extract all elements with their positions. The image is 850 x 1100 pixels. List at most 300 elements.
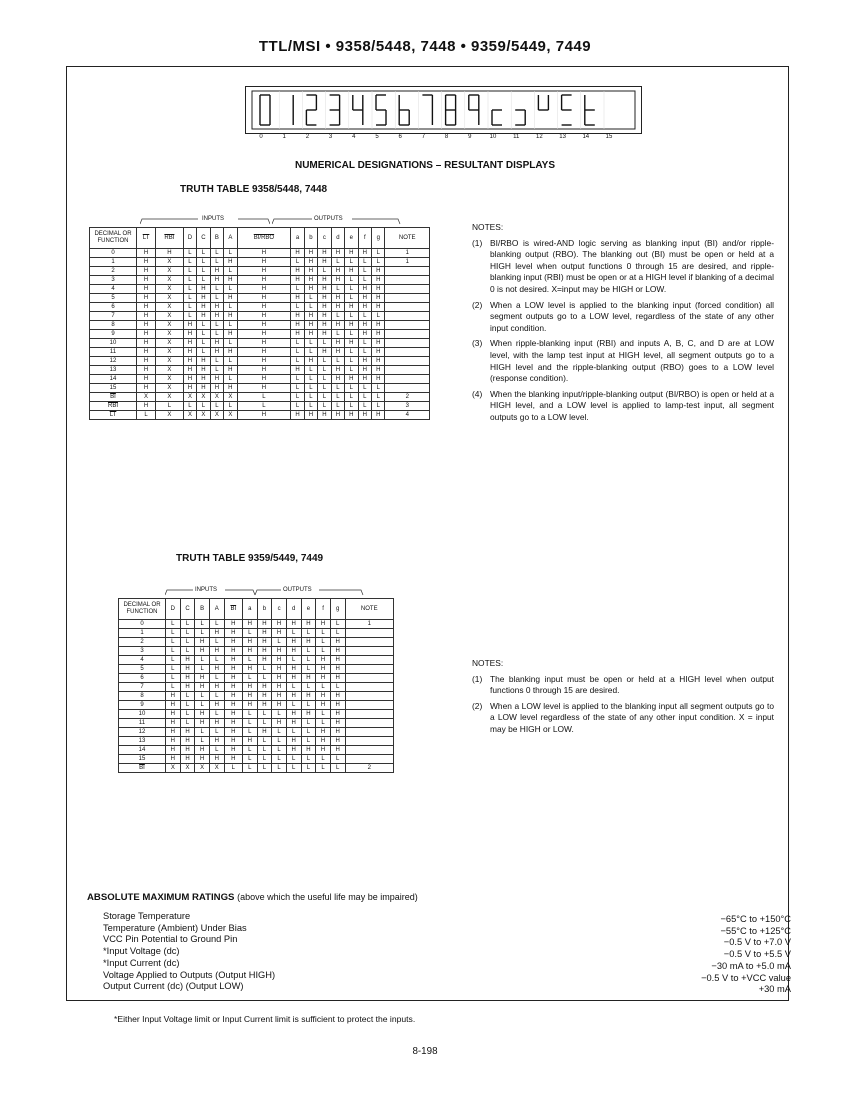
table-cell: L xyxy=(257,674,272,683)
table-cell: H xyxy=(137,321,156,330)
table-cell: L xyxy=(330,683,345,692)
column-header: DECIMAL OR FUNCTION xyxy=(90,228,137,249)
column-header: b xyxy=(257,599,272,620)
table-cell: H xyxy=(224,276,237,285)
digit-label: 2 xyxy=(305,134,310,140)
table-cell: H xyxy=(345,375,358,384)
table-cell: L xyxy=(242,755,257,764)
column-header: d xyxy=(286,599,301,620)
table-cell: H xyxy=(209,755,224,764)
ratings-heading xyxy=(87,892,418,903)
note-text: When a LOW level is applied to the blanking input (forced condition) all segment outputs go to a LOW level, regardless of the state of any other input condition. xyxy=(490,299,774,333)
table-cell: 0 xyxy=(90,249,137,258)
table-cell: L xyxy=(345,384,358,393)
table-cell: L xyxy=(304,294,317,303)
digit-glyph-11 xyxy=(515,110,525,125)
table-cell: $\overline{BI}$ xyxy=(119,764,166,773)
table-cell: L xyxy=(304,348,317,357)
table-cell: 10 xyxy=(119,710,166,719)
table-cell: H xyxy=(286,665,301,674)
table-cell: L xyxy=(180,629,195,638)
table-cell: L xyxy=(166,638,181,647)
table-cell: H xyxy=(286,710,301,719)
table-cell xyxy=(345,692,393,701)
table-cell: H xyxy=(345,267,358,276)
digit-glyph-2 xyxy=(306,95,316,125)
table-cell: L xyxy=(330,629,345,638)
table-cell: H xyxy=(137,348,156,357)
table-cell: H xyxy=(237,330,291,339)
table-cell: H xyxy=(137,384,156,393)
table-cell: H xyxy=(331,276,344,285)
table-cell: H xyxy=(237,357,291,366)
table-cell: H xyxy=(318,285,331,294)
table-cell: L xyxy=(257,764,272,773)
table-cell: H xyxy=(137,366,156,375)
table-cell: L xyxy=(345,330,358,339)
table-cell: L xyxy=(195,665,210,674)
table-cell: H xyxy=(224,384,237,393)
table-cell: H xyxy=(286,638,301,647)
table-cell: L xyxy=(224,321,237,330)
table-cell: L xyxy=(210,402,223,411)
table-row xyxy=(119,683,394,692)
digit-glyph-3 xyxy=(330,95,340,125)
table-cell: H xyxy=(209,665,224,674)
table-cell xyxy=(385,276,430,285)
table-cell: L xyxy=(224,764,242,773)
column-header: D xyxy=(183,228,196,249)
table-cell: L xyxy=(197,258,210,267)
table-row xyxy=(90,384,430,393)
column-header: D xyxy=(166,599,181,620)
table-cell: H xyxy=(242,620,257,629)
table-cell: H xyxy=(257,638,272,647)
header-row xyxy=(119,599,394,620)
table-cell: L xyxy=(180,638,195,647)
column-header: DECIMAL OR FUNCTION xyxy=(119,599,166,620)
table-cell: H xyxy=(316,620,331,629)
table-cell: H xyxy=(210,384,223,393)
table-cell: H xyxy=(358,357,371,366)
table-cell: L xyxy=(195,620,210,629)
table-cell xyxy=(385,267,430,276)
table-cell: L xyxy=(316,764,331,773)
table-cell: 1 xyxy=(385,249,430,258)
table-cell: H xyxy=(224,719,242,728)
table-cell: 11 xyxy=(90,348,137,357)
table-cell: H xyxy=(286,647,301,656)
table-cell: H xyxy=(318,276,331,285)
table-cell: X xyxy=(197,393,210,402)
table-cell: L xyxy=(237,402,291,411)
table-cell: H xyxy=(137,249,156,258)
table-cell: H xyxy=(272,629,287,638)
table-cell: 10 xyxy=(90,339,137,348)
note-item xyxy=(472,701,774,736)
table-cell: H xyxy=(331,348,344,357)
table-cell: L xyxy=(291,339,304,348)
table-cell: H xyxy=(210,312,223,321)
column-header: f xyxy=(358,228,371,249)
rating-label: Voltage Applied to Outputs (Output HIGH) xyxy=(103,969,276,980)
table-cell: H xyxy=(372,321,385,330)
table-cell: L xyxy=(304,393,317,402)
table-cell: L xyxy=(195,629,210,638)
table-cell: H xyxy=(224,638,242,647)
table-cell: L xyxy=(316,710,331,719)
table-cell: H xyxy=(304,285,317,294)
table-cell: X xyxy=(156,330,184,339)
table-cell: H xyxy=(242,683,257,692)
table-cell: L xyxy=(210,258,223,267)
table-cell: X xyxy=(156,321,184,330)
table-row xyxy=(90,321,430,330)
table-cell: H xyxy=(304,330,317,339)
table-cell: L xyxy=(358,339,371,348)
table-cell: H xyxy=(372,294,385,303)
table-cell: L xyxy=(209,656,224,665)
table-cell: L xyxy=(209,638,224,647)
table-cell: L xyxy=(209,746,224,755)
column-header: g xyxy=(372,228,385,249)
digit-label: 12 xyxy=(536,134,543,140)
table-cell: H xyxy=(166,737,181,746)
table-cell: L xyxy=(166,620,181,629)
note-item xyxy=(472,238,774,296)
rating-value: +30 mA xyxy=(758,984,791,995)
table-cell: H xyxy=(345,339,358,348)
table-cell: H xyxy=(286,692,301,701)
notes-1 xyxy=(472,222,774,428)
table-cell: H xyxy=(257,629,272,638)
table-cell: L xyxy=(166,656,181,665)
table-cell: H xyxy=(156,249,184,258)
rating-label: *Input Voltage (dc) xyxy=(103,946,180,957)
table-cell: H xyxy=(166,692,181,701)
table-cell: X xyxy=(183,411,196,420)
table-cell: H xyxy=(345,321,358,330)
table-cell: H xyxy=(330,692,345,701)
table-cell: H xyxy=(183,321,196,330)
table-cell: H xyxy=(224,348,237,357)
table-cell: L xyxy=(257,710,272,719)
table-cell: L xyxy=(197,276,210,285)
table-cell: H xyxy=(197,285,210,294)
note-number: (4) xyxy=(472,388,483,399)
digit-label: 7 xyxy=(421,134,426,140)
page-number: 8-198 xyxy=(412,1046,438,1057)
table-cell: L xyxy=(272,638,287,647)
table-cell: H xyxy=(286,746,301,755)
table-cell: H xyxy=(224,683,242,692)
table-cell: L xyxy=(272,755,287,764)
table-cell: H xyxy=(316,728,331,737)
note-item xyxy=(472,338,774,384)
table-cell: L xyxy=(272,710,287,719)
table-row xyxy=(90,285,430,294)
table-cell: H xyxy=(286,719,301,728)
table-cell: 8 xyxy=(119,692,166,701)
table-cell: L xyxy=(304,303,317,312)
table-cell: L xyxy=(210,285,223,294)
table-cell: H xyxy=(137,339,156,348)
table-cell: H xyxy=(242,701,257,710)
table-cell: H xyxy=(237,303,291,312)
table-cell: X xyxy=(166,764,181,773)
column-header: b xyxy=(304,228,317,249)
table-cell: H xyxy=(330,728,345,737)
table-cell: H xyxy=(291,411,304,420)
table-cell: H xyxy=(257,701,272,710)
table-row xyxy=(90,303,430,312)
table-cell: H xyxy=(358,321,371,330)
table-cell: L xyxy=(358,384,371,393)
column-header: $\overline{LT}$ xyxy=(137,228,156,249)
note-number: (1) xyxy=(472,673,483,684)
table-cell: H xyxy=(224,755,242,764)
rating-label: Output Current (dc) (Output LOW) xyxy=(103,981,244,992)
table-cell: L xyxy=(318,384,331,393)
table-cell: L xyxy=(291,375,304,384)
table-cell: H xyxy=(180,746,195,755)
table-cell: L xyxy=(242,719,257,728)
note-item xyxy=(472,674,774,697)
table-cell: H xyxy=(209,719,224,728)
table-cell: L xyxy=(372,249,385,258)
table-cell: L xyxy=(345,276,358,285)
table-cell: H xyxy=(224,665,242,674)
table-cell: L xyxy=(272,746,287,755)
table-cell: L xyxy=(291,357,304,366)
table-cell: L xyxy=(358,348,371,357)
table-cell xyxy=(345,674,393,683)
table-cell: $\overline{LT}$ xyxy=(90,411,137,420)
notes-1-heading: NOTES: xyxy=(472,222,504,232)
digit-glyph-6 xyxy=(399,95,409,125)
table-cell: H xyxy=(272,719,287,728)
table-cell: 5 xyxy=(90,294,137,303)
table-cell: H xyxy=(358,330,371,339)
ratings-labels xyxy=(103,911,433,993)
table-cell: H xyxy=(291,249,304,258)
table-cell: 15 xyxy=(119,755,166,764)
table-cell: H xyxy=(197,294,210,303)
table-cell: L xyxy=(224,303,237,312)
table-cell: L xyxy=(197,267,210,276)
table-cell: H xyxy=(330,701,345,710)
table-cell: L xyxy=(304,375,317,384)
table-cell: H xyxy=(318,330,331,339)
ratings-title: ABSOLUTE MAXIMUM RATINGS xyxy=(87,892,235,903)
table-cell xyxy=(345,728,393,737)
digit-label: 1 xyxy=(282,134,286,140)
table-cell: X xyxy=(210,411,223,420)
note-text: BI/RBO is wired-AND logic serving as blanking input (BI) and/or ripple-blanking output (RBO). The blanking out (BI) must be open or held at a HIGH level when output functions 0 through 15 are desired, and ripple-blanking input (RBI) must be open or at a HIGH level if blanking of a decimal 0 is not desired. X=input may be HIGH or LOW. xyxy=(490,237,774,294)
table-cell: L xyxy=(372,402,385,411)
table-cell: L xyxy=(345,393,358,402)
table-cell: L xyxy=(180,620,195,629)
table-row xyxy=(119,638,394,647)
table-cell: L xyxy=(180,710,195,719)
table-cell: H xyxy=(304,321,317,330)
table-cell: H xyxy=(180,728,195,737)
table-cell: H xyxy=(272,701,287,710)
table-cell: H xyxy=(291,366,304,375)
table-cell: H xyxy=(237,294,291,303)
truth-table-1 xyxy=(89,227,430,420)
table-cell: H xyxy=(358,285,371,294)
table-row xyxy=(119,728,394,737)
table-cell: H xyxy=(237,276,291,285)
table-cell: L xyxy=(318,267,331,276)
table-cell: $\overline{BI}$ xyxy=(90,393,137,402)
table-cell: L xyxy=(210,330,223,339)
digit-glyph-4 xyxy=(353,95,363,125)
table-cell: L xyxy=(291,348,304,357)
table-cell xyxy=(385,357,430,366)
table-cell: 1 xyxy=(119,629,166,638)
column-header: $\overline{RBI}$ xyxy=(156,228,184,249)
table-row xyxy=(90,258,430,267)
table-cell: H xyxy=(137,402,156,411)
table-cell: H xyxy=(304,357,317,366)
column-header: g xyxy=(330,599,345,620)
table-cell: H xyxy=(331,267,344,276)
table-cell: L xyxy=(358,267,371,276)
table-cell: L xyxy=(197,402,210,411)
table-row xyxy=(90,402,430,411)
table-cell: H xyxy=(286,620,301,629)
table-row xyxy=(90,393,430,402)
table-cell: 6 xyxy=(119,674,166,683)
table-cell: H xyxy=(272,665,287,674)
table-cell: L xyxy=(197,249,210,258)
table-cell: 4 xyxy=(119,656,166,665)
table-cell: L xyxy=(242,710,257,719)
table-cell: H xyxy=(257,647,272,656)
table-cell: H xyxy=(291,294,304,303)
table-cell: H xyxy=(242,737,257,746)
table-cell: L xyxy=(166,647,181,656)
table-cell: 6 xyxy=(90,303,137,312)
table-cell: L xyxy=(209,692,224,701)
rating-label: VCC Pin Potential to Ground Pin xyxy=(103,934,238,945)
table-cell: H xyxy=(318,249,331,258)
table-cell: X xyxy=(156,276,184,285)
table-cell: H xyxy=(318,258,331,267)
table-cell: L xyxy=(242,728,257,737)
table-cell: L xyxy=(257,665,272,674)
table-cell: X xyxy=(156,285,184,294)
table-cell: H xyxy=(330,656,345,665)
table-cell xyxy=(345,701,393,710)
table-cell: L xyxy=(286,656,301,665)
table-cell: H xyxy=(331,321,344,330)
column-header: e xyxy=(301,599,316,620)
table-cell: H xyxy=(137,294,156,303)
table-cell: L xyxy=(301,719,316,728)
table-cell: H xyxy=(331,411,344,420)
table-cell: H xyxy=(257,620,272,629)
table-cell: H xyxy=(183,330,196,339)
table-cell: H xyxy=(137,276,156,285)
table-cell: L xyxy=(318,375,331,384)
table-cell xyxy=(345,737,393,746)
table-cell: L xyxy=(224,357,237,366)
table-cell: H xyxy=(137,312,156,321)
table-cell: X xyxy=(156,312,184,321)
table-cell: H xyxy=(304,312,317,321)
table-cell: H xyxy=(180,683,195,692)
table-cell: L xyxy=(180,647,195,656)
table-cell: H xyxy=(345,303,358,312)
table-cell: H xyxy=(358,294,371,303)
table-cell: H xyxy=(257,692,272,701)
table-cell: H xyxy=(137,258,156,267)
page-frame xyxy=(66,66,789,1001)
rating-value: −55°C to +125°C xyxy=(720,925,791,936)
rating-label: Storage Temperature xyxy=(103,911,191,921)
table-cell: H xyxy=(166,710,181,719)
table-cell: H xyxy=(195,710,210,719)
table-cell: H xyxy=(210,303,223,312)
table-cell: L xyxy=(224,375,237,384)
table-cell: L xyxy=(257,719,272,728)
table-cell: H xyxy=(304,249,317,258)
table-cell: 3 xyxy=(385,402,430,411)
digit-glyph-9 xyxy=(469,95,479,125)
table-cell: 8 xyxy=(90,321,137,330)
table-cell: H xyxy=(272,656,287,665)
table-cell: L xyxy=(286,728,301,737)
table-row xyxy=(119,755,394,764)
note-number: (2) xyxy=(472,299,483,310)
table-cell: X xyxy=(156,411,184,420)
table-cell: L xyxy=(209,620,224,629)
table-cell: L xyxy=(166,665,181,674)
digit-label: 13 xyxy=(559,134,566,140)
table-cell: X xyxy=(156,384,184,393)
table-cell: H xyxy=(372,303,385,312)
column-header: $\overline{BI}$ xyxy=(224,599,242,620)
table-cell: 15 xyxy=(90,384,137,393)
table-cell: L xyxy=(345,312,358,321)
table-cell: H xyxy=(358,411,371,420)
table-cell: H xyxy=(372,276,385,285)
table-cell xyxy=(345,638,393,647)
table-cell: 1 xyxy=(385,258,430,267)
column-header: C xyxy=(180,599,195,620)
digit-label: 15 xyxy=(605,134,613,140)
rating-value: −0.5 V to +VCC value xyxy=(701,972,791,983)
table-cell: 12 xyxy=(119,728,166,737)
table-cell: L xyxy=(331,285,344,294)
column-header: BI/RBO xyxy=(237,228,291,249)
table-row xyxy=(90,312,430,321)
table-cell: L xyxy=(304,384,317,393)
table-cell: H xyxy=(137,330,156,339)
table-cell: L xyxy=(331,357,344,366)
table-cell: L xyxy=(330,620,345,629)
table-cell: H xyxy=(195,683,210,692)
table-cell: L xyxy=(257,755,272,764)
table-cell: H xyxy=(166,728,181,737)
table-cell: L xyxy=(209,728,224,737)
digit-glyph-8 xyxy=(446,95,456,125)
table-row xyxy=(119,701,394,710)
table-cell xyxy=(345,683,393,692)
